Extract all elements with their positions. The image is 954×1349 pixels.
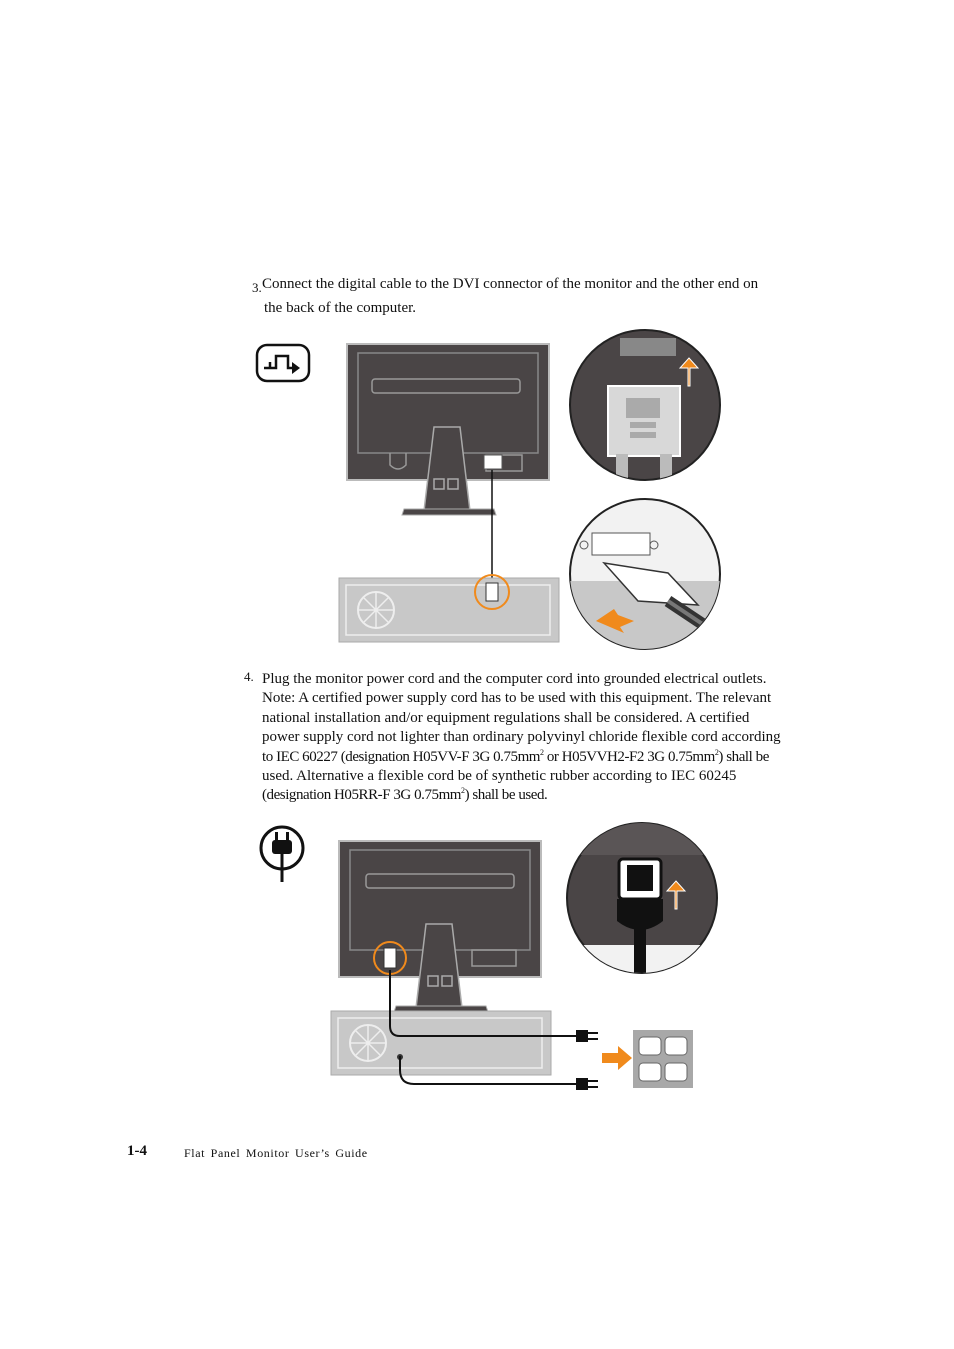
- step3-zoom-monitor-connector: [568, 328, 722, 482]
- step4-line: to IEC 60227 (designation H05VV-F 3G $0.75mm^2$ or H05VVH2-F2 3G $0.75mm^2$) shall be: [262, 747, 769, 765]
- step4-power-cords: [380, 960, 610, 1090]
- footer-title: Flat Panel Monitor User’s Guide: [184, 1146, 368, 1160]
- power-plug-icon: [258, 824, 306, 884]
- step4-text: [262, 670, 824, 806]
- step4-line: power supply cord not lighter than ordinary polyvinyl chloride flexible cord according: [262, 729, 781, 746]
- step3-number: 3.: [252, 280, 262, 295]
- step3-text-line2: the back of the computer.: [264, 300, 417, 316]
- step4-line: national installation and/or equipment regulations shall be considered. A certified: [262, 709, 750, 726]
- dvi-input-icon: [256, 344, 310, 382]
- step4-line: Note: A certified power supply cord has to be used with this equipment. The relevant: [262, 690, 772, 707]
- step4-line: used. Alternative a flexible cord be of synthetic rubber according to IEC 60245: [262, 768, 737, 785]
- step3-monitor-rear-illustration: [346, 343, 550, 517]
- step3-text-line1: Connect the digital cable to the DVI connector of the monitor and the other end on: [262, 276, 759, 292]
- wall-outlet-illustration: [633, 1030, 693, 1088]
- step4-line: Plug the monitor power cord and the computer cord into grounded electrical outlets.: [262, 671, 767, 687]
- step3-dvi-cable: [488, 470, 496, 580]
- step3-zoom-pc-connector: [568, 497, 722, 651]
- outlet-arrow: [602, 1046, 632, 1070]
- footer-page-number: 1-4: [127, 1143, 147, 1159]
- step4-number: 4.: [244, 669, 254, 684]
- step4-line: (designation H05RR-F 3G $0.75mm^2$) shall be used.: [262, 786, 548, 804]
- step4-zoom-power-connector: [565, 821, 719, 975]
- step3-computer-rear-illustration: [338, 577, 560, 643]
